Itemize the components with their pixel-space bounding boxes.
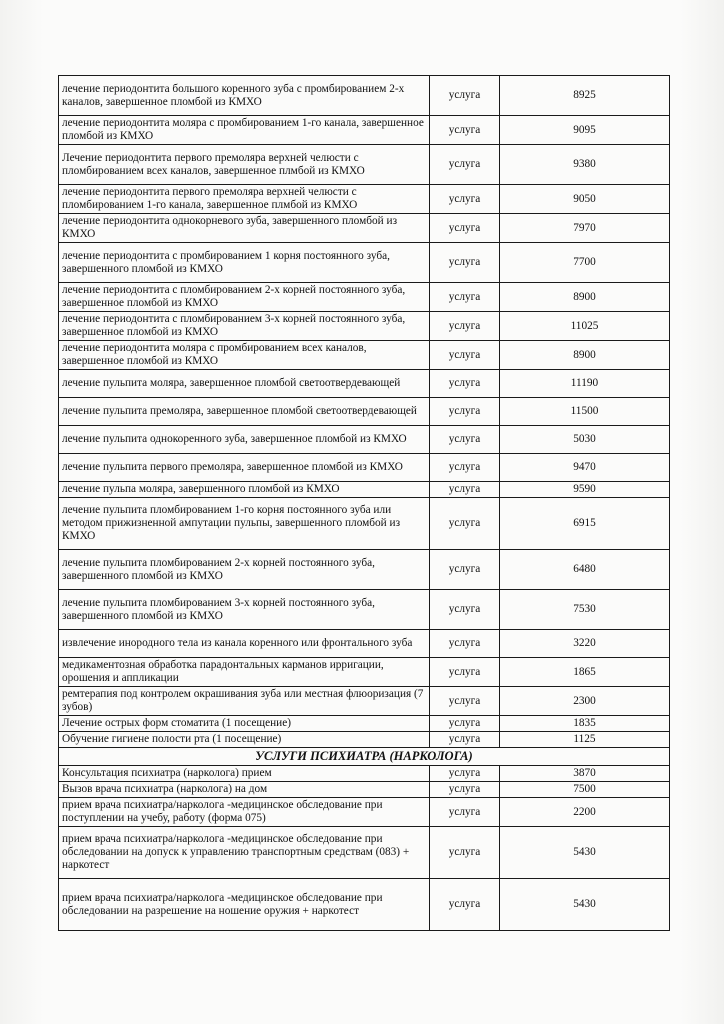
table-row [59,827,670,879]
service-price: 3220 [500,630,670,658]
price-table [58,75,670,931]
service-unit: услуга [430,658,500,687]
table-row [59,214,670,243]
table-row [59,116,670,145]
service-price: 9050 [500,185,670,214]
service-unit: услуга [430,827,500,879]
service-unit: услуга [430,426,500,454]
service-name: Лечение периодонтита первого премоляра верхней челюсти с пломбированием всех каналов, завершенное плмбой из КМХО [59,145,430,185]
service-price: 3870 [500,766,670,782]
service-name: лечение пульпита премоляра, завершенное пломбой светоотвердевающей [59,398,430,426]
service-unit: услуга [430,398,500,426]
service-name: лечение пульпита первого премоляра, завершенное пломбой из КМХО [59,454,430,482]
service-unit: услуга [430,498,500,550]
service-price: 7500 [500,782,670,798]
table-row [59,341,670,370]
table-row [59,482,670,498]
service-unit: услуга [430,370,500,398]
table-row [59,426,670,454]
service-unit: услуга [430,482,500,498]
table-row [59,590,670,630]
service-name: лечение периодонтита с пломбированием 2-х корней постоянного зуба, завершенное пломбой из КМХО [59,283,430,312]
service-name: лечение периодонтита первого премоляра верхней челюсти с пломбированием 1-го канала, завершенное плмбой из КМХО [59,185,430,214]
service-unit: услуга [430,243,500,283]
service-unit: услуга [430,687,500,716]
service-name: лечение периодонтита большого коренного зуба с промбированием 2-х каналов, завершенное пломбой из КМХО [59,76,430,116]
service-unit: услуга [430,283,500,312]
service-price: 7530 [500,590,670,630]
service-name: лечение пульпита однокоренного зуба, завершенное пломбой из КМХО [59,426,430,454]
service-unit: услуга [430,116,500,145]
psychiatry-rows [59,766,670,931]
service-name: прием врача психиатра/нарколога -медицинское обследование при обследовании на разрешение на ношение оружия + наркотест [59,879,430,931]
service-unit: услуга [430,454,500,482]
service-name: Обучение гигиене полости рта (1 посещение) [59,732,430,748]
service-name: извлечение инородного тела из канала коренного или фронтального зуба [59,630,430,658]
service-name: лечение периодонтита моляра с промбированием 1-го канала, завершенное пломбой из КМХО [59,116,430,145]
service-name: лечение пульпита пломбированием 3-х корней постоянного зуба, завершенного пломбой из КМХО [59,590,430,630]
service-name: лечение периодонтита моляра с промбированием всех каналов, завершенное пломбой из КМХО [59,341,430,370]
service-price: 7970 [500,214,670,243]
table-row [59,716,670,732]
service-price: 9380 [500,145,670,185]
service-price: 5430 [500,879,670,931]
service-unit: услуга [430,766,500,782]
service-name: лечение пульпа моляра, завершенного пломбой из КМХО [59,482,430,498]
service-unit: услуга [430,879,500,931]
service-unit: услуга [430,782,500,798]
table-row [59,312,670,341]
service-price: 8900 [500,341,670,370]
service-name: медикаментозная обработка парадонтальных карманов ирригации, орошения и аппликации [59,658,430,687]
table-row [59,243,670,283]
dental-rows [59,76,670,748]
table-row [59,398,670,426]
table-row [59,782,670,798]
table-row [59,283,670,312]
service-name: прием врача психиатра/нарколога -медицинское обследование при обследовании на допуск к управлению транспортным средствам (083) + наркотест [59,827,430,879]
service-price: 2200 [500,798,670,827]
service-name: Вызов врача психиатра (нарколога) на дом [59,782,430,798]
section-header-row [59,748,670,766]
service-price: 8925 [500,76,670,116]
service-unit: услуга [430,798,500,827]
service-price: 5430 [500,827,670,879]
service-unit: услуга [430,630,500,658]
service-price: 1865 [500,658,670,687]
table-row [59,766,670,782]
service-unit: услуга [430,590,500,630]
service-unit: услуга [430,312,500,341]
service-price: 8900 [500,283,670,312]
service-name: лечение периодонтита с промбированием 1 корня постоянного зуба, завершенного пломбой из КМХО [59,243,430,283]
service-price: 11025 [500,312,670,341]
table-row [59,687,670,716]
service-price: 6915 [500,498,670,550]
service-unit: услуга [430,145,500,185]
service-unit: услуга [430,341,500,370]
service-price: 2300 [500,687,670,716]
section-header-group [59,748,670,766]
service-price: 9590 [500,482,670,498]
service-price: 1125 [500,732,670,748]
service-price: 7700 [500,243,670,283]
service-price: 11500 [500,398,670,426]
service-price: 9470 [500,454,670,482]
service-price: 5030 [500,426,670,454]
service-name: лечение пульпита пломбированием 1-го корня постоянного зуба или методом прижизненной ампутации пульпы, завершенного пломбой из КМХО [59,498,430,550]
service-unit: услуга [430,185,500,214]
service-unit: услуга [430,214,500,243]
service-name: лечение пульпита моляра, завершенное пломбой светоотвердевающей [59,370,430,398]
service-name: лечение периодонтита однокорневого зуба, завершенного пломбой из КМХО [59,214,430,243]
table-row [59,732,670,748]
table-row [59,454,670,482]
table-row [59,798,670,827]
service-price: 1835 [500,716,670,732]
table-row [59,658,670,687]
table-row [59,145,670,185]
service-unit: услуга [430,716,500,732]
service-price: 6480 [500,550,670,590]
service-name: Лечение острых форм стоматита (1 посещение) [59,716,430,732]
section-title: УСЛУГИ ПСИХИАТРА (НАРКОЛОГА) [59,748,670,766]
table-row [59,498,670,550]
service-name: лечение пульпита пломбированием 2-х корней постоянного зуба, завершенного пломбой из КМХО [59,550,430,590]
service-price: 9095 [500,116,670,145]
service-price: 11190 [500,370,670,398]
service-name: Консультация психиатра (нарколога) прием [59,766,430,782]
table-row [59,630,670,658]
service-name: лечение периодонтита с пломбированием 3-х корней постоянного зуба, завершенное пломбой из КМХО [59,312,430,341]
table-row [59,185,670,214]
service-name: прием врача психиатра/нарколога -медицинское обследование при поступлении на учебу, работу (форма 075) [59,798,430,827]
service-unit: услуга [430,732,500,748]
service-unit: услуга [430,76,500,116]
service-name: ремтерапия под контролем окрашивания зуба или местная флюоризация (7 зубов) [59,687,430,716]
table-row [59,370,670,398]
table-row [59,879,670,931]
table-row [59,76,670,116]
service-unit: услуга [430,550,500,590]
table-row [59,550,670,590]
